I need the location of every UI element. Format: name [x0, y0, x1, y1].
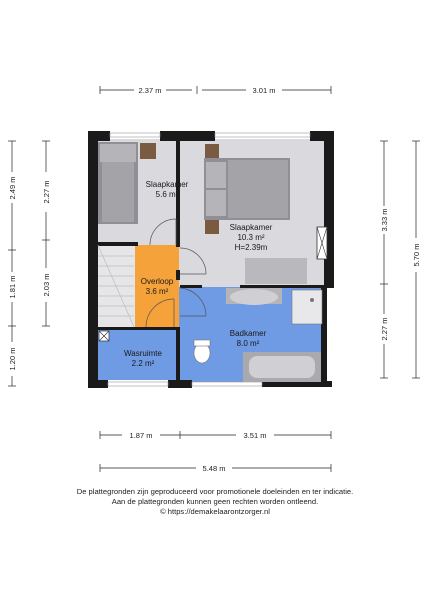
- disclaimer: [0, 487, 430, 517]
- room-area-slaapkamer-small: 5.6 m²: [155, 190, 179, 199]
- room-area-slaapkamer-large: 10.3 m²: [237, 233, 265, 242]
- sink-basin: [230, 289, 278, 305]
- dim-top-left: 2.37 m: [138, 86, 162, 95]
- room-label-slaapkamer-small: Slaapkamer: [145, 180, 189, 189]
- dim-bottom-left: 1.87 m: [129, 431, 153, 440]
- room-height-slaapkamer-large: H=2.39m: [234, 243, 268, 252]
- dim-left-inner-mid: 2.03 m: [42, 273, 51, 297]
- room-label-slaapkamer-large: Slaapkamer: [229, 223, 273, 232]
- room-area-wasruimte: 2.2 m²: [131, 359, 155, 368]
- room-area-overloop: 3.6 m²: [145, 287, 169, 296]
- dim-top-right: 3.01 m: [252, 86, 276, 95]
- dim-right-outer: 5.70 m: [412, 243, 421, 267]
- dim-left-outer-bottom: 1.20 m: [8, 347, 17, 371]
- dim-left-outer-mid: 1.81 m: [8, 275, 17, 299]
- nightstand: [140, 143, 156, 159]
- room-label-wasruimte: Wasruimte: [124, 349, 162, 358]
- dim-left-inner-top: 2.27 m: [42, 180, 51, 204]
- room-area-badkamer: 8.0 m²: [236, 339, 260, 348]
- room-label-badkamer: Badkamer: [229, 329, 267, 338]
- dim-right-inner-top: 3.33 m: [380, 208, 389, 232]
- bed-double: [204, 158, 290, 220]
- disclaimer-line-3: © https://demakelaarontzorger.nl: [160, 507, 270, 516]
- desk: [245, 258, 307, 284]
- room-overloop-fill: [135, 245, 179, 327]
- dim-bottom-total: 5.48 m: [202, 464, 226, 473]
- dim-bottom-right: 3.51 m: [243, 431, 267, 440]
- shower: [292, 290, 322, 324]
- dim-right-inner-bottom: 2.27 m: [380, 317, 389, 341]
- nightstand: [205, 144, 219, 158]
- bed-single: [98, 142, 138, 224]
- room-label-overloop: Overloop: [140, 277, 174, 286]
- disclaimer-line-2: Aan de plattegronden kunnen geen rechten worden ontleend.: [111, 497, 319, 506]
- dim-left-outer-top: 2.49 m: [8, 176, 17, 200]
- disclaimer-line-1: De plattegronden zijn geproduceerd voor promotionele doeleinden en ter indicatie.: [76, 487, 354, 496]
- nightstand: [205, 220, 219, 234]
